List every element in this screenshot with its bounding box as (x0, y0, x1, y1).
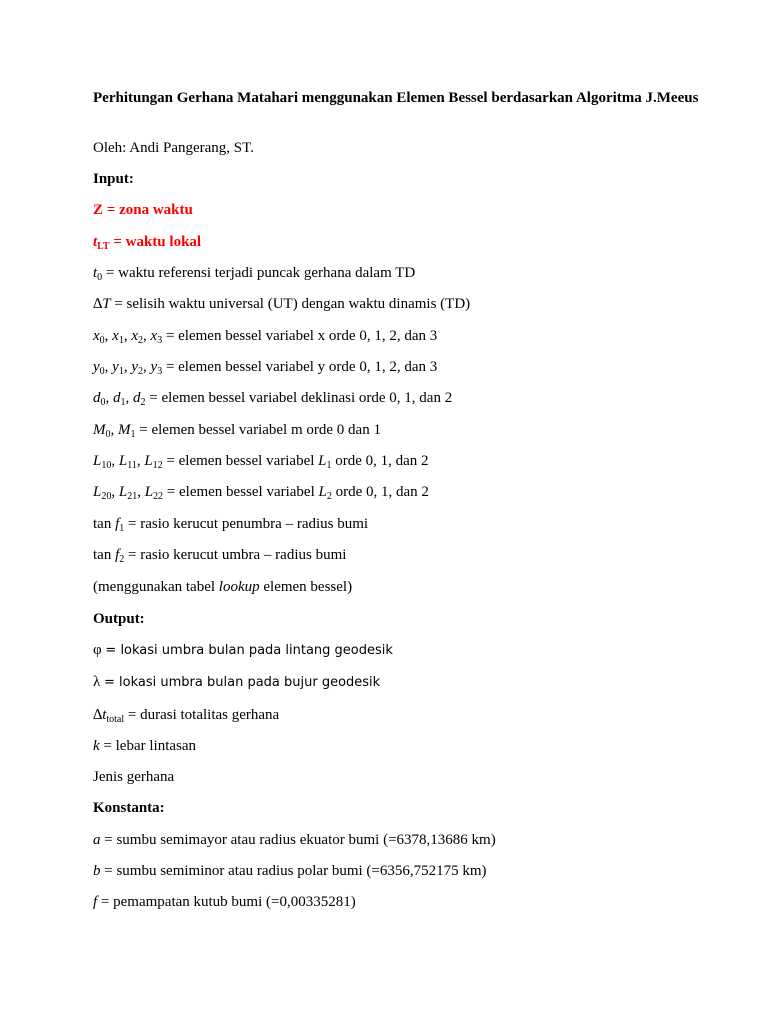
input-t0-text: = waktu referensi terjadi puncak gerhana dalam TD (105, 265, 416, 281)
konstanta-a: a = sumbu semimayor atau radius ekuator bumi (=6378,13686 km) (93, 832, 496, 848)
input-m: $M_0$, $M_1$ = elemen bessel variabel m orde 0 dan 1 (93, 422, 381, 440)
input-z: Z = zona waktu (93, 202, 193, 218)
output-k-text: = lebar lintasan (103, 738, 197, 754)
output-jenis: Jenis gerhana (93, 769, 175, 785)
input-l1: $L_{10}$, $L_{11}$, $L_{12}$ = elemen bessel variabel $L_1$ orde 0, 1, dan 2 (93, 453, 429, 471)
input-y: $y_0$, $y_1$, $y_2$, $y_3$ = elemen bessel variabel y orde 0, 1, 2, dan 3 (93, 359, 438, 377)
input-tanf2-text: = rasio kerucut umbra – radius bumi (128, 547, 347, 563)
konstanta-b-text: = sumbu semiminor atau radius polar bumi (=6356,752175 km) (104, 863, 487, 879)
input-l1-end: orde 0, 1, dan 2 (335, 453, 429, 469)
input-m-text: = elemen bessel variabel m orde 0 dan 1 (139, 422, 381, 438)
input-tlt: $t_{LT}$ = waktu lokal (93, 234, 202, 252)
document-title: Perhitungan Gerhana Matahari menggunakan Elemen Bessel berdasarkan Algoritma J.Meeus (93, 90, 699, 106)
input-note-post: elemen bessel) (263, 579, 353, 595)
input-d: $d_0$, $d_1$, $d_2$ = elemen bessel variabel deklinasi orde 0, 1, dan 2 (93, 390, 453, 408)
output-heading: Output: (93, 611, 145, 627)
input-note-pre: (menggunakan tabel (93, 579, 216, 595)
input-tlt-text: = waktu lokal (113, 234, 202, 250)
konstanta-heading: Konstanta: (93, 800, 165, 816)
output-dtotal-text: = durasi totalitas gerhana (127, 707, 280, 723)
input-d-text: = elemen bessel variabel deklinasi orde 0, 1, dan 2 (149, 390, 453, 406)
input-note (93, 577, 708, 597)
konstanta-f: f = pemampatan kutub bumi (=0,00335281) (93, 894, 356, 910)
input-heading: Input: (93, 171, 134, 187)
input-l2-text: = elemen bessel variabel (166, 484, 315, 500)
output-k: k = lebar lintasan (93, 738, 197, 754)
input-l2: $L_{20}$, $L_{21}$, $L_{22}$ = elemen bessel variabel $L_2$ orde 0, 1, dan 2 (93, 484, 429, 502)
input-y-text: = elemen bessel variabel y orde 0, 1, 2, dan 3 (165, 359, 438, 375)
input-l2-end: orde 0, 1, dan 2 (335, 484, 429, 500)
input-tanf1: $\tan f_1$ = rasio kerucut penumbra – radius bumi (93, 516, 369, 534)
author-line: Oleh: Andi Pangerang, ST. (93, 140, 254, 156)
input-delta-t: ∆T = selisih waktu universal (UT) dengan waktu dinamis (TD) (93, 296, 471, 312)
output-phi-text: = lokasi umbra bulan pada lintang geodesik (105, 643, 393, 658)
input-tanf1-text: = rasio kerucut penumbra – radius bumi (128, 516, 369, 532)
input-t0: $t_0$ = waktu referensi terjadi puncak gerhana dalam TD (93, 265, 416, 283)
input-x: $x_0$, $x_1$, $x_2$, $x_3$ = elemen bessel variabel x orde 0, 1, 2, dan 3 (93, 328, 438, 346)
output-lambda-text: = lokasi umbra bulan pada bujur geodesik (104, 675, 381, 690)
output-dtotal: $\Delta t_{total}$ = durasi totalitas gerhana (93, 707, 280, 725)
output-phi: φ = lokasi umbra bulan pada lintang geodesik (93, 642, 393, 658)
input-x-text: = elemen bessel variabel x orde 0, 1, 2, dan 3 (165, 328, 438, 344)
output-lambda: λ = lokasi umbra bulan pada bujur geodesik (93, 674, 381, 690)
input-tanf2: $\tan f_2$ = rasio kerucut umbra – radius bumi (93, 547, 347, 565)
input-note-italic: lookup (218, 579, 260, 595)
konstanta-b: b = sumbu semiminor atau radius polar bumi (=6356,752175 km) (93, 863, 487, 879)
input-l1-text: = elemen bessel variabel (166, 453, 315, 469)
konstanta-f-text: = pemampatan kutub bumi (=0,00335281) (100, 894, 356, 910)
input-delta-t-text: = selisih waktu universal (UT) dengan waktu dinamis (TD) (114, 296, 471, 312)
input-z-text: = zona waktu (106, 202, 193, 218)
konstanta-a-text: = sumbu semimayor atau radius ekuator bumi (=6378,13686 km) (104, 832, 496, 848)
